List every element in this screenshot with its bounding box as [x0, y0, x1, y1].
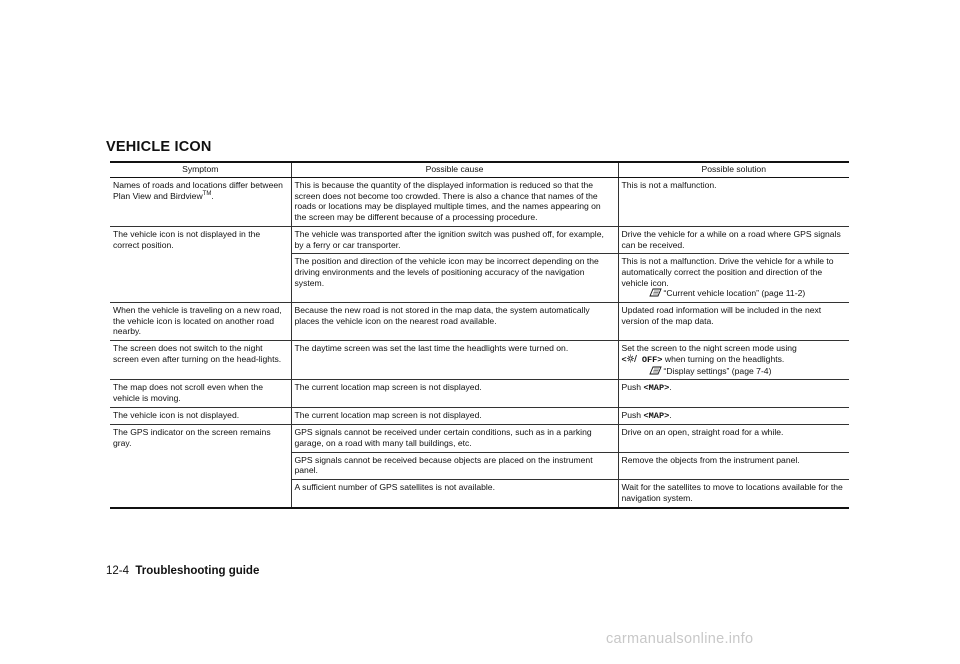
table-row	[110, 226, 849, 253]
table-row	[110, 407, 849, 425]
table-row	[110, 303, 849, 341]
page-reference: “Current vehicle location” (page 11-2)	[622, 288, 847, 299]
headlight-icon	[627, 354, 637, 363]
solution-cell: Wait for the satellites to move to locations available for the navigation system.	[618, 480, 849, 508]
header-possible-solution: Possible solution	[618, 162, 849, 178]
cause-cell: GPS signals cannot be received because objects are placed on the instrument panel.	[291, 452, 618, 479]
cause-cell: A sufficient number of GPS satellites is not available.	[291, 480, 618, 508]
symptom-cell: Names of roads and locations differ between Plan View and Birdview™.	[110, 178, 291, 227]
reference-book-icon	[649, 366, 662, 375]
page-reference: “Display settings” (page 7-4)	[622, 366, 847, 377]
cause-cell: Because the new road is not stored in the map data, the system automatically places the vehicle icon on the nearest road available.	[291, 303, 618, 341]
symptom-cell: The screen does not switch to the night screen even after turning on the head-lights.	[110, 341, 291, 380]
symptom-cell: The vehicle icon is not displayed in the correct position.	[110, 226, 291, 302]
solution-cell: Drive the vehicle for a while on a road where GPS signals can be received.	[618, 226, 849, 253]
solution-cell: This is not a malfunction. Drive the vehicle for a while to automatically correct the position and direction of the vehicle icon. “Current vehicle location” (page 11-2)	[618, 254, 849, 303]
cause-cell: This is because the quantity of the displayed information is reduced so that the screen does not become too crowded. There is also a chance that names of the roads or locations may be displayed multiple times, and the names appearing on the screen may be different because of a processing procedure.	[291, 178, 618, 227]
cause-cell: The vehicle was transported after the ignition switch was pushed off, for example, by a ferry or car transporter.	[291, 226, 618, 253]
cause-cell: The position and direction of the vehicle icon may be incorrect depending on the driving environments and the levels of positioning accuracy of the navigation system.	[291, 254, 618, 303]
header-symptom: Symptom	[110, 162, 291, 178]
table-row	[110, 341, 849, 380]
section-title: VEHICLE ICON	[106, 139, 212, 155]
cause-cell: The current location map screen is not displayed.	[291, 407, 618, 425]
symptom-cell: The vehicle icon is not displayed.	[110, 407, 291, 425]
solution-cell: This is not a malfunction.	[618, 178, 849, 227]
cause-cell: The daytime screen was set the last time the headlights were turned on.	[291, 341, 618, 380]
symptom-cell: The map does not scroll even when the vehicle is moving.	[110, 380, 291, 407]
footer-section-title: Troubleshooting guide	[135, 565, 260, 577]
solution-cell: Drive on an open, straight road for a while.	[618, 425, 849, 452]
troubleshooting-table	[110, 161, 849, 509]
header-possible-cause: Possible cause	[291, 162, 618, 178]
cause-cell: The current location map screen is not displayed.	[291, 380, 618, 407]
solution-cell: Push <MAP>.	[618, 407, 849, 425]
reference-book-icon	[649, 288, 662, 297]
table-row	[110, 425, 849, 452]
watermark: carmanualsonline.info	[606, 631, 754, 647]
table-row	[110, 380, 849, 407]
table-header-row	[110, 162, 849, 178]
page-number: 12-4	[106, 565, 130, 577]
page-footer	[106, 565, 259, 577]
solution-cell: Updated road information will be included in the next version of the map data.	[618, 303, 849, 341]
table-row	[110, 178, 849, 227]
solution-cell: Push <MAP>.	[618, 380, 849, 407]
solution-cell: Set the screen to the night screen mode using < OFF> when turning on the headlights. “Display settings” (page 7-4)	[618, 341, 849, 380]
cause-cell: GPS signals cannot be received under certain conditions, such as in a parking garage, on a road with many tall buildings, etc.	[291, 425, 618, 452]
symptom-cell: When the vehicle is traveling on a new road, the vehicle icon is located on another road nearby.	[110, 303, 291, 341]
solution-cell: Remove the objects from the instrument panel.	[618, 452, 849, 479]
symptom-cell: The GPS indicator on the screen remains gray.	[110, 425, 291, 508]
